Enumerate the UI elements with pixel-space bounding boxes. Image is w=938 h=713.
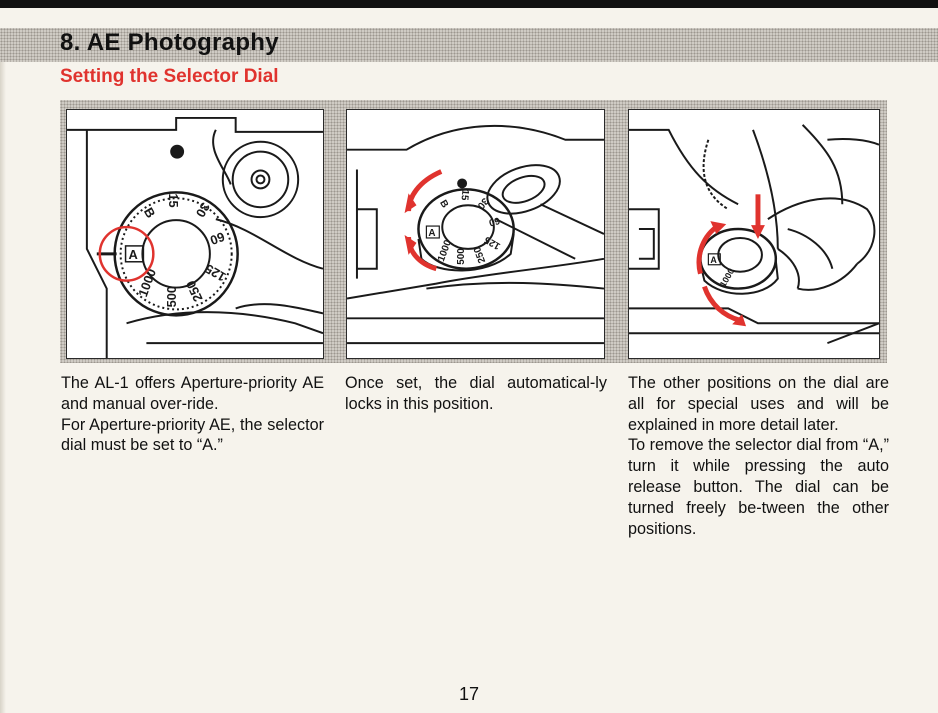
dial-mark-250: 250 <box>182 278 206 305</box>
paragraph: Once set, the dial automatical-ly locks in this position. <box>345 374 607 413</box>
paragraph: For Aperture-priority AE, the selector dial must be set to “A.” <box>61 415 324 455</box>
text-column-2 <box>345 373 607 415</box>
dial-mark-125: 125 <box>202 261 229 285</box>
dial-mark-60: 60 <box>487 214 501 228</box>
paragraph: The AL-1 offers Aperture-priority AE and manual over-ride. <box>61 374 324 413</box>
illustration-removing-from-a <box>628 109 880 359</box>
dial-mark-a: A <box>428 227 436 239</box>
page-number: 17 <box>458 684 480 704</box>
dial-mark-a: A <box>710 254 717 265</box>
dial-mark-500: 500 <box>164 285 180 308</box>
chapter-title: 8. AE Photography <box>60 29 279 56</box>
dial-mark-15: 15 <box>166 193 182 208</box>
hand-turning-dial-drawing <box>629 110 879 358</box>
dial-mark-b: B <box>140 204 159 221</box>
dial-mark-a: A <box>128 246 138 262</box>
dial-mark-125: 125 <box>482 233 503 252</box>
camera-top-dial-drawing <box>67 110 323 358</box>
text-column-1 <box>61 373 324 456</box>
rotation-arrows <box>409 172 442 269</box>
top-edge-strip <box>0 0 938 8</box>
dial-mark-1000: 1000 <box>436 238 454 264</box>
section-title: Setting the Selector Dial <box>60 66 279 87</box>
paragraph: To remove the selector dial from “A,” turn it while pressing the auto release button. The dial can be turned freely be-tween the other positions. <box>628 436 889 538</box>
dial-mark-b: B <box>437 198 451 210</box>
illustration-dial-set-to-a <box>66 109 324 359</box>
text-column-3 <box>628 373 889 539</box>
dial-mark-1000: 1000 <box>135 266 159 299</box>
page-binding-shadow <box>0 62 6 713</box>
dial-mark-30: 30 <box>474 195 491 211</box>
illustration-dial-locked <box>346 109 605 359</box>
dial-mark-15: 15 <box>458 188 471 201</box>
dial-mark-60: 60 <box>208 229 227 249</box>
paragraph: The other positions on the dial are all for special uses and will be explained in more detail later. <box>628 374 889 434</box>
dial-mark-30: 30 <box>192 200 214 220</box>
dial-mark-250: 250 <box>472 245 489 265</box>
dial-mark-1000: 1000 <box>717 266 737 289</box>
dial-mark-500: 500 <box>456 248 468 265</box>
camera-dial-lock-drawing <box>347 110 604 358</box>
